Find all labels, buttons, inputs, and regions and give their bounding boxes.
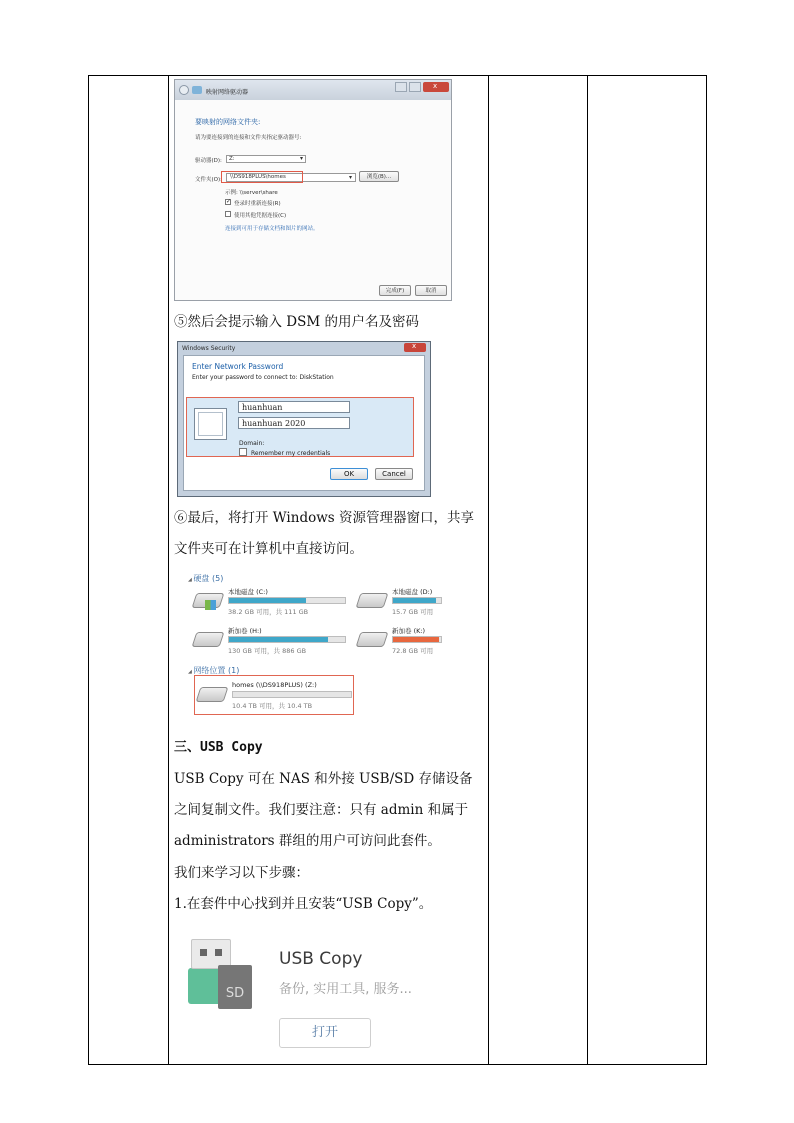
- hard-disk-group-header[interactable]: ◢ 硬盘 (5): [188, 573, 223, 584]
- network-drive-icon: [196, 687, 229, 702]
- credentials-panel: [186, 397, 414, 457]
- back-icon[interactable]: [179, 85, 189, 95]
- package-name: USB Copy: [279, 949, 363, 969]
- dialog-title: Windows Security: [182, 345, 236, 352]
- column-divider: [168, 76, 169, 1064]
- drive-size: 15.7 GB 可用: [392, 608, 434, 616]
- package-categories: 备份, 实用工具, 服务...: [279, 982, 412, 997]
- column-divider: [587, 76, 588, 1064]
- folder-label: 文件夹(O):: [195, 177, 222, 183]
- ok-button[interactable]: OK: [330, 468, 368, 480]
- drive-name: 本地磁盘 (D:): [392, 588, 433, 596]
- other-credentials-checkbox[interactable]: [225, 211, 231, 217]
- usage-bar: [392, 636, 442, 643]
- drive-name: 新加卷 (H:): [228, 627, 262, 635]
- drive-size: 72.8 GB 可用: [392, 647, 434, 655]
- reconnect-label: 登录时重新连接(R): [234, 201, 281, 207]
- windows-logo-icon: [205, 600, 216, 610]
- example-text: 示例: \\server\share: [225, 190, 278, 196]
- reconnect-checkbox[interactable]: [225, 199, 231, 205]
- close-icon[interactable]: [404, 343, 426, 352]
- dialog-titlebar: [175, 80, 451, 100]
- drive-name: homes (\\DS918PLUS) (Z:): [232, 681, 317, 689]
- remember-credentials-checkbox[interactable]: Remember my credentials: [239, 448, 330, 457]
- domain-label: Domain:: [239, 440, 265, 447]
- windows-security-dialog: [177, 341, 431, 497]
- drive-size: 130 GB 可用，共 886 GB: [228, 647, 307, 655]
- usage-fill: [393, 637, 439, 642]
- drive-name: 本地磁盘 (C:): [228, 588, 268, 596]
- usage-bar: [232, 691, 352, 698]
- open-button[interactable]: 打开: [279, 1018, 371, 1048]
- usage-bar: [228, 597, 346, 604]
- username-field[interactable]: huanhuan: [238, 401, 350, 413]
- drive-label: 驱动器(D):: [195, 158, 222, 164]
- step-5-text: ⑤然后会提示输入 DSM 的用户名及密码: [174, 314, 419, 330]
- usage-fill: [229, 598, 306, 603]
- sd-card-icon: SD: [218, 965, 252, 1009]
- usage-bar: [228, 636, 346, 643]
- dialog-subtext: 请为要连接到的连接和文件夹指定驱动器号:: [195, 135, 302, 141]
- usb-copy-package-card: [182, 933, 442, 1061]
- maximize-icon[interactable]: [395, 82, 407, 92]
- website-link[interactable]: 连接到可用于存储文档和图片的网站。: [225, 226, 319, 232]
- drive-value: Z:: [229, 156, 235, 162]
- network-location-group-header[interactable]: ◢ 网络位置 (1): [188, 665, 239, 676]
- drive-name: 新加卷 (K:): [392, 627, 426, 635]
- section-heading: 三、USB Copy: [174, 740, 263, 755]
- drive-select[interactable]: [226, 155, 306, 163]
- usb-copy-description: USB Copy 可在 NAS 和外接 USB/SD 存储设备之间复制文件。我们要注意：只有 admin 和属于 administrators 群组的用户可访问此套件。: [174, 771, 473, 849]
- cancel-button[interactable]: Cancel: [375, 468, 413, 480]
- drive-size: 38.2 GB 可用，共 111 GB: [228, 608, 309, 616]
- user-avatar-icon: [194, 408, 227, 440]
- drive-size: 10.4 TB 可用，共 10.4 TB: [232, 702, 313, 710]
- step-6-text: ⑥最后，将打开 Windows 资源管理器窗口，共享文件夹可在计算机中直接访问。: [174, 510, 474, 557]
- password-field[interactable]: huanhuan 2020: [238, 417, 350, 429]
- explorer-drives-view: [182, 569, 442, 723]
- network-drive-icon: [192, 86, 202, 94]
- browse-button[interactable]: 浏览(B)...: [359, 171, 399, 182]
- close-icon[interactable]: [423, 82, 449, 92]
- finish-button[interactable]: 完成(F): [379, 285, 411, 296]
- drive-icon: [356, 593, 389, 608]
- dialog-title: 映射网络驱动器: [206, 89, 249, 96]
- step-1-text: 1.在套件中心找到并且安装“USB Copy”。: [174, 896, 433, 912]
- other-credentials-label: 使用其他凭据连接(C): [234, 213, 287, 219]
- usage-bar: [392, 597, 442, 604]
- drive-icon: [356, 632, 389, 647]
- dialog-subheading: Enter your password to connect to: DiskStation: [192, 374, 334, 381]
- column-divider: [488, 76, 489, 1064]
- cancel-button[interactable]: 取消: [415, 285, 447, 296]
- minimize-icon[interactable]: [409, 82, 421, 92]
- highlight-box: [221, 171, 303, 183]
- folder-value: \\DS918PLUS\homes: [230, 174, 286, 180]
- usage-fill: [393, 598, 436, 603]
- dialog-heading: 要映射的网络文件夹:: [195, 118, 261, 126]
- steps-intro: 我们来学习以下步骤：: [174, 865, 309, 881]
- map-network-drive-dialog: [174, 79, 452, 301]
- usage-fill: [229, 637, 328, 642]
- dialog-heading: Enter Network Password: [192, 362, 284, 371]
- drive-icon: [192, 632, 225, 647]
